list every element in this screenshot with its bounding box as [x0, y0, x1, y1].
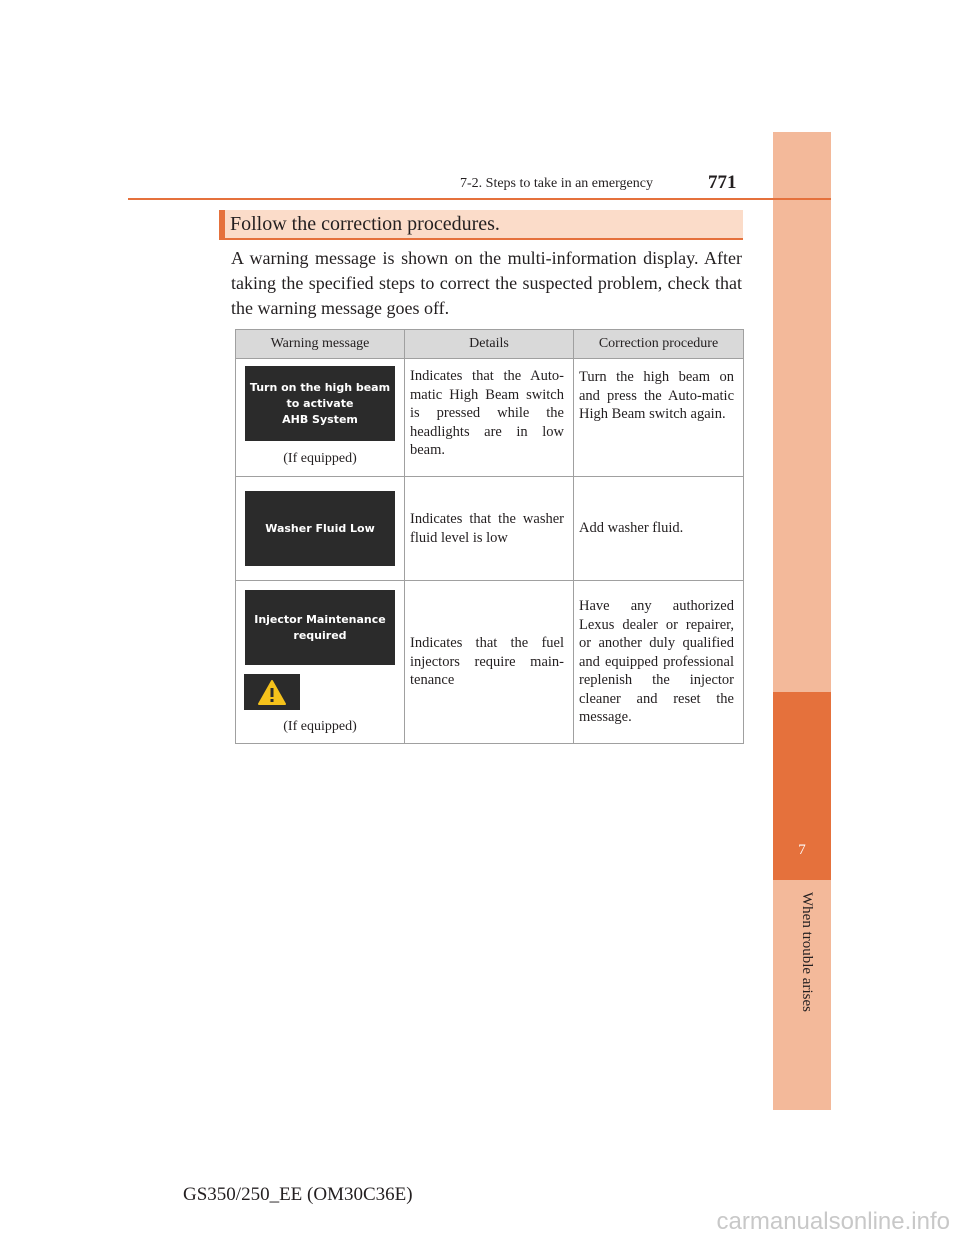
header-section-title: 7-2. Steps to take in an emergency	[460, 176, 653, 191]
section-heading-text: Follow the correction procedures.	[230, 213, 500, 235]
warning-triangle-icon	[244, 674, 300, 710]
correction-text: Have any authorized Lexus dealer or repairer, or another duly qualified and equipped professional replenish the injector cleaner and reset the message.	[579, 598, 734, 725]
section-heading-bar	[219, 210, 225, 240]
screen-text-line: Turn on the high beam	[249, 380, 391, 394]
details-text: Indicates that the Auto-matic High Beam switch is pressed while the headlights are in low beam.	[410, 368, 564, 458]
table-row	[236, 581, 744, 744]
screen-text-line: to activate	[286, 396, 354, 410]
chapter-title: When trouble arises	[799, 892, 815, 1012]
details-text: Indicates that the washer fluid level is low	[410, 511, 564, 546]
header-divider	[128, 198, 831, 200]
if-equipped-note: (If equipped)	[283, 451, 357, 467]
intro-paragraph: A warning message is shown on the multi-information display. After taking the specified steps to correct the suspected problem, check that the warning message goes off.	[231, 248, 742, 318]
correction-cell	[574, 581, 744, 744]
warning-message-table	[235, 329, 744, 744]
table-header-row	[236, 330, 744, 359]
details-cell	[405, 581, 574, 744]
correction-cell	[574, 477, 744, 581]
warning-message-cell	[236, 581, 405, 744]
display-screen-image	[245, 590, 395, 665]
if-equipped-note: (If equipped)	[283, 719, 357, 734]
table-row	[236, 359, 744, 477]
document-footer: GS350/250_EE (OM30C36E)	[183, 1184, 413, 1205]
screen-text-line: required	[293, 628, 347, 642]
details-cell	[405, 359, 574, 477]
correction-cell	[574, 359, 744, 477]
column-header-warning-message: Warning message	[236, 330, 405, 359]
details-cell	[405, 477, 574, 581]
section-heading	[219, 210, 743, 240]
correction-text: Add washer fluid.	[579, 520, 684, 537]
warning-message-cell	[236, 359, 405, 477]
chapter-number: 7	[798, 842, 806, 858]
display-screen-image	[245, 366, 395, 441]
details-text: Indicates that the fuel injectors require main-tenance	[410, 635, 564, 688]
column-header-correction: Correction procedure	[574, 330, 744, 359]
page-number: 771	[708, 172, 737, 193]
column-header-details: Details	[405, 330, 574, 359]
screen-text-line: AHB System	[282, 412, 358, 426]
warning-message-cell	[236, 477, 405, 581]
display-screen-image	[245, 491, 395, 566]
watermark: carmanualsonline.info	[716, 1208, 950, 1235]
screen-text-line: Injector Maintenance	[254, 612, 386, 626]
chapter-side-tab	[773, 132, 831, 1110]
screen-text-line: Washer Fluid Low	[265, 521, 375, 535]
table-row	[236, 477, 744, 581]
correction-text: Turn the high beam on and press the Auto-matic High Beam switch again.	[579, 369, 734, 422]
